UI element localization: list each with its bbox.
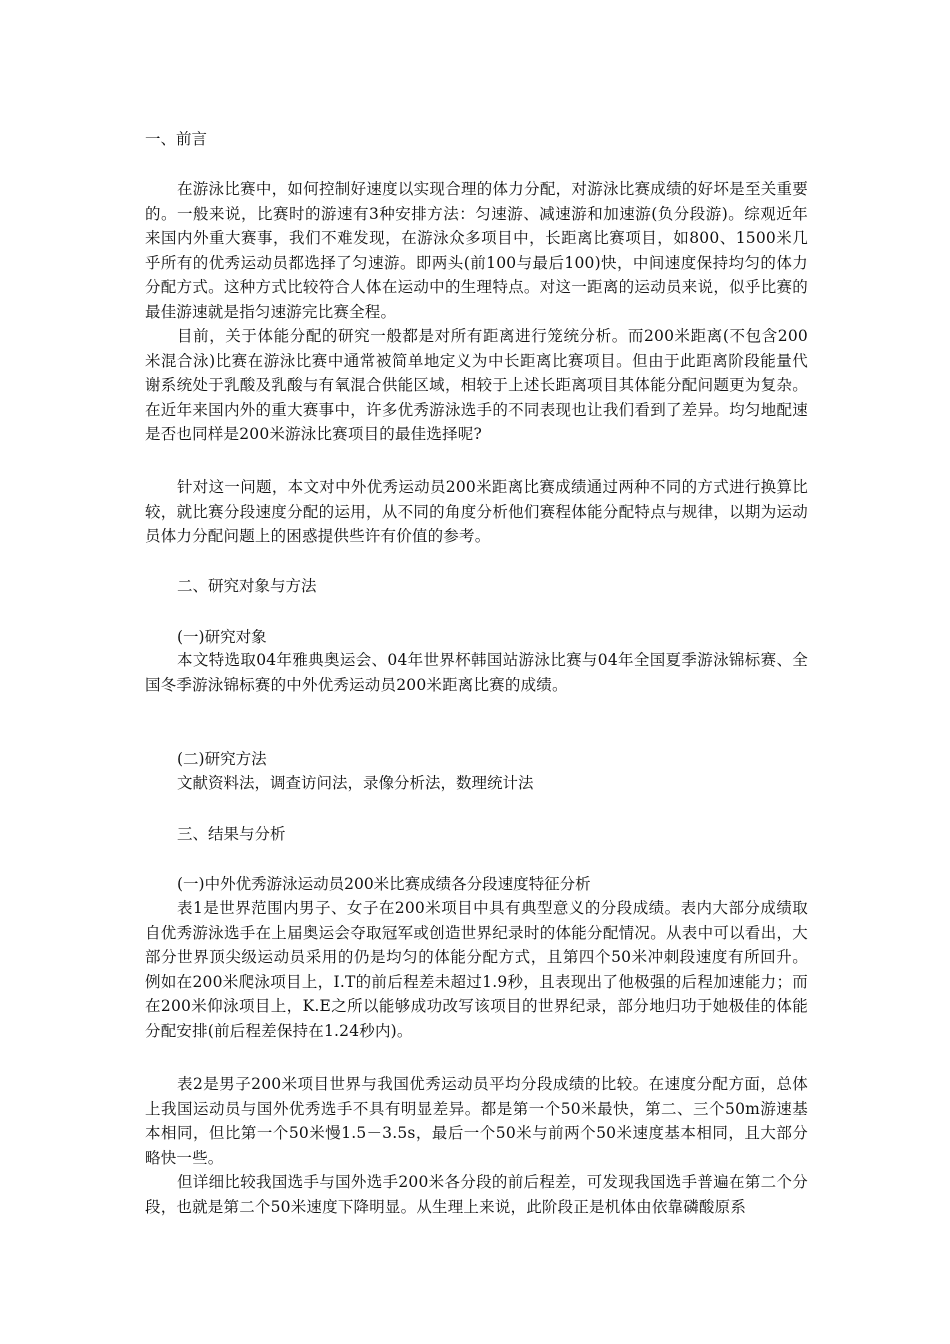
- section-heading-intro: 一、前言: [145, 130, 208, 148]
- section-heading-results: 三、结果与分析: [177, 825, 286, 843]
- paragraph-intro-3: 针对这一问题，本文对中外优秀运动员200米距离比赛成绩通过两种不同的方式进行换算比较，就比赛分段速度分配的运用，从不同的角度分析他们赛程体能分配特点与规律，以期为运动员体力分配问题上的困惑提供些许有价值的参考。: [145, 478, 808, 546]
- paragraph-research-method: 文献资料法，调查访问法，录像分析法，数理统计法: [177, 774, 534, 792]
- paragraph-intro-1: 在游泳比赛中，如何控制好速度以实现合理的体力分配，对游泳比赛成绩的好坏是至关重要的。一般来说，比赛时的游速有3种安排方法：匀速游、减速游和加速游(负分段游)。综观近年来国内外重大赛事，我们不难发现，在游泳众多项目中，长距离比赛项目，如800、1500米几乎所有的优秀运动员都选择了匀速游。即两头(前100与最后100)快，中间速度保持均匀的体力分配方式。这种方式比较符合人体在运动中的生理特点。对这一距离的运动员来说，似乎比赛的最佳游速就是指匀速游完比赛全程。: [145, 180, 808, 321]
- paragraph-table1: 表1是世界范围内男子、女子在200米项目中具有典型意义的分段成绩。表内大部分成绩取自优秀游泳选手在上届奥运会夺取冠军或创造世界纪录时的体能分配情况。从表中可以看出，大部分世界顶尖级运动员采用的仍是均匀的体能分配方式，且第四个50米冲刺段速度有所回升。例如在200米爬泳项目上，I.T的前后程差未超过1.9秒，且表现出了他极强的后程加速能力；而在200米仰泳项目上，K.E之所以能够成功改写该项目的世界纪录，部分地归功于她极佳的体能分配安排(前后程差保持在1.24秒内)。: [145, 899, 808, 1040]
- paragraph-table2: 表2是男子200米项目世界与我国优秀运动员平均分段成绩的比较。在速度分配方面，总体上我国运动员与国外优秀选手不具有明显差异。都是第一个50米最快，第二、三个50m游速基本相同，但比第一个50米慢1.5－3.5s，最后一个50米与前两个50米速度基本相同，且大部分略快一些。: [145, 1075, 808, 1167]
- paragraph-comparison: 但详细比较我国选手与国外选手200米各分段的前后程差，可发现我国选手普遍在第二个分段，也就是第二个50米速度下降明显。从生理上来说，此阶段正是机体由依靠磷酸原系: [145, 1173, 808, 1216]
- subheading-research-object: (一)研究对象: [177, 628, 267, 646]
- subheading-speed-analysis: (一)中外优秀游泳运动员200米比赛成绩各分段速度特征分析: [177, 875, 591, 893]
- paragraph-intro-2: 目前，关于体能分配的研究一般都是对所有距离进行笼统分析。而200米距离(不包含200米混合泳)比赛在游泳比赛中通常被简单地定义为中长距离比赛项目。但由于此距离阶段能量代谢系统处于乳酸及乳酸与有氧混合供能区域，相较于上述长距离项目其体能分配问题更为复杂。在近年来国内外的重大赛事中，许多优秀游泳选手的不同表现也让我们看到了差异。均匀地配速是否也同样是200米游泳比赛项目的最佳选择呢?: [145, 327, 808, 444]
- paragraph-research-object: 本文特选取04年雅典奥运会、04年世界杯韩国站游泳比赛与04年全国夏季游泳锦标赛、全国冬季游泳锦标赛的中外优秀运动员200米距离比赛的成绩。: [145, 651, 808, 694]
- section-heading-method: 二、研究对象与方法: [177, 577, 317, 595]
- subheading-research-method: (二)研究方法: [177, 750, 267, 768]
